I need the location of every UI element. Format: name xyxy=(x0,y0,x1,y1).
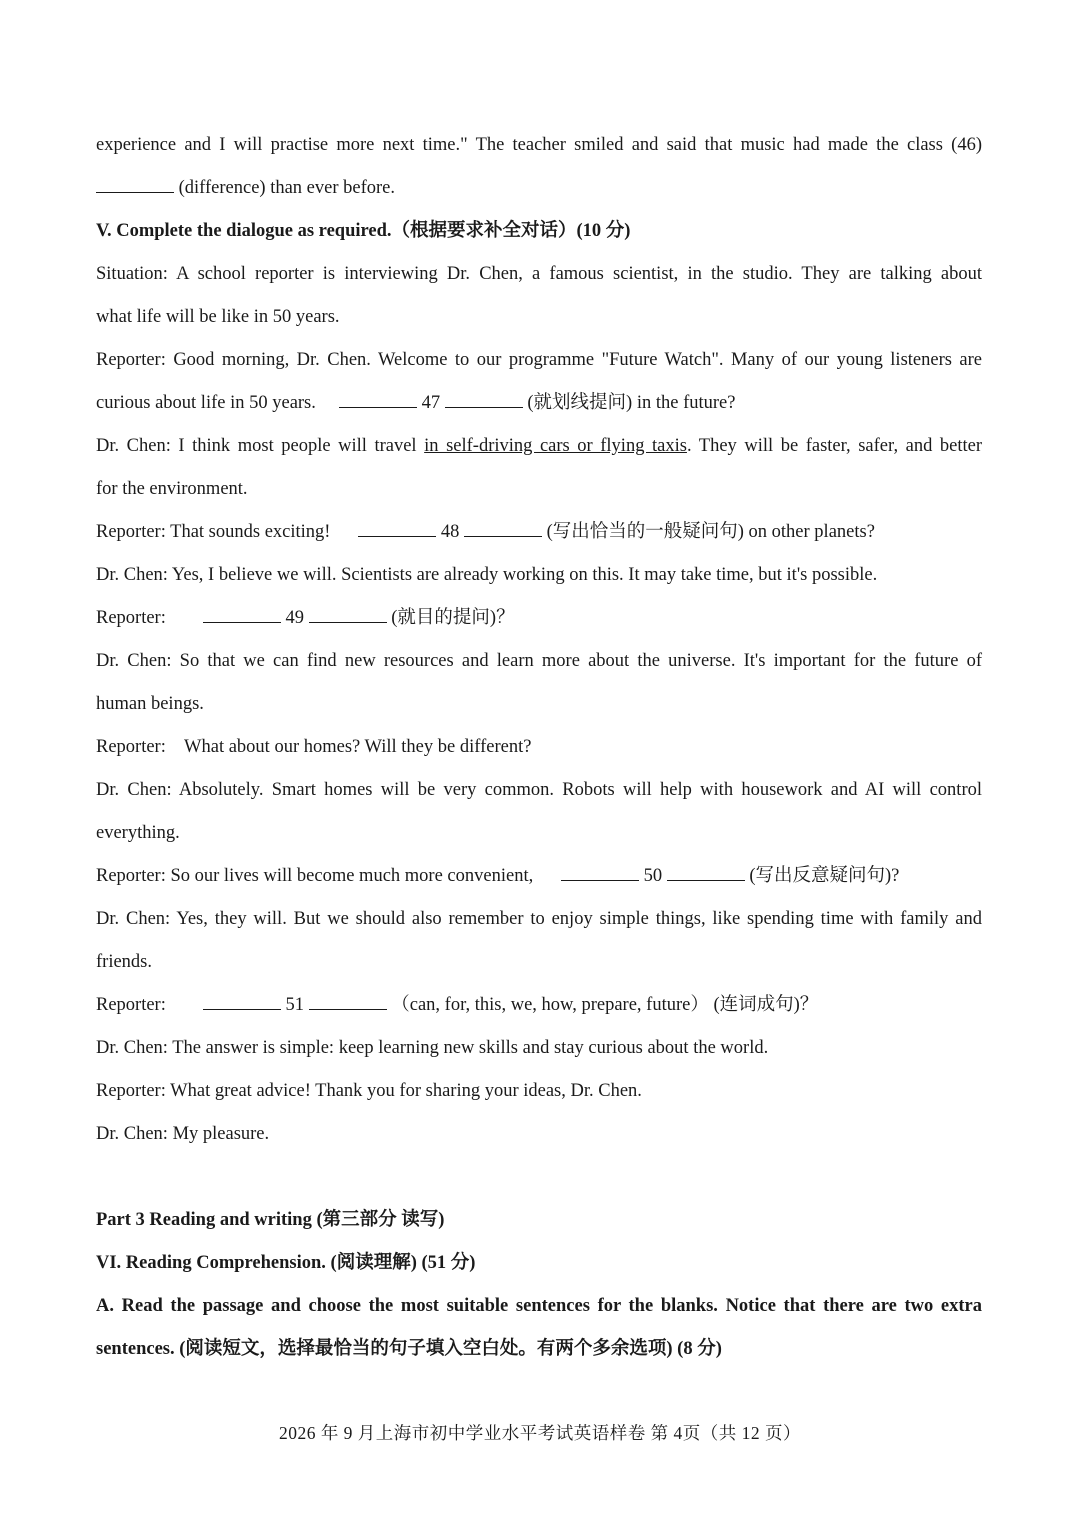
exam-page-body xyxy=(96,124,982,1371)
part-heading-3: Part 3 Reading and writing (第三部分 读写) xyxy=(96,1210,445,1230)
dialogue-text: Dr. Chen: I think most people will travel xyxy=(96,436,425,456)
answer-blank-46[interactable] xyxy=(96,174,174,193)
dialogue-line-chen: Dr. Chen: The answer is simple: keep learning new skills and stay curious about the world. xyxy=(96,1038,769,1058)
question-number-49: 49 xyxy=(285,608,304,628)
situation-line: what life will be like in 50 years. xyxy=(96,307,340,327)
dialogue-text: Reporter: xyxy=(96,608,166,628)
answer-blank-47a[interactable] xyxy=(339,389,417,408)
answer-blank-50a[interactable] xyxy=(561,862,639,881)
question-number-51: 51 xyxy=(285,995,304,1015)
section-heading-vi: VI. Reading Comprehension. (阅读理解) (51 分) xyxy=(96,1253,476,1273)
dialogue-text: Reporter: So our lives will become much more convenient, xyxy=(96,866,534,886)
dialogue-text: Reporter: xyxy=(96,995,166,1015)
passage-line-blank-46 xyxy=(96,167,982,210)
dialogue-line-question-48 xyxy=(96,511,982,554)
dialogue-line-chen: for the environment. xyxy=(96,479,248,499)
answer-blank-48a[interactable] xyxy=(358,518,436,537)
section-heading-v: V. Complete the dialogue as required.（根据要求补全对话）(10 分) xyxy=(96,221,631,241)
dialogue-line-reporter: Reporter: What about our homes? Will they be different? xyxy=(96,737,532,757)
dialogue-line-question-47 xyxy=(96,382,982,425)
dialogue-line-chen: Dr. Chen: Yes, I believe we will. Scientists are already working on this. It may take time, but it's possible. xyxy=(96,565,878,585)
situation-line: Situation: A school reporter is interviewing Dr. Chen, a famous scientist, in the studio. They are talking about xyxy=(96,264,982,284)
dialogue-line-chen: human beings. xyxy=(96,694,204,714)
answer-blank-49a[interactable] xyxy=(203,604,281,623)
answer-blank-51b[interactable] xyxy=(309,991,387,1010)
part-a-instructions: A. Read the passage and choose the most suitable sentences for the blanks. Notice that there are two extra xyxy=(96,1296,982,1316)
dialogue-line-reporter: Reporter: Good morning, Dr. Chen. Welcome to our programme "Future Watch". Many of our young listeners are xyxy=(96,350,982,370)
question-hint-50: (写出反意疑问句)? xyxy=(749,866,900,886)
part-a-instructions: sentences. (阅读短文，选择最恰当的句子填入空白处。有两个多余选项) (8 分) xyxy=(96,1339,722,1359)
dialogue-line-chen: everything. xyxy=(96,823,180,843)
page-footer: 2026 年 9 月上海市初中学业水平考试英语样卷 第 4页（共 12 页） xyxy=(278,1423,802,1443)
question-hint-47: (就划线提问) in the future? xyxy=(527,393,736,413)
dialogue-line-chen: friends. xyxy=(96,952,152,972)
question-hint-49: (就目的提问)？ xyxy=(391,608,515,628)
dialogue-line-chen: Dr. Chen: Absolutely. Smart homes will be very common. Robots will help with housework and AI will control xyxy=(96,780,982,800)
question-number-47: 47 xyxy=(421,393,441,413)
dialogue-line-question-50 xyxy=(96,855,982,898)
dialogue-text: curious about life in 50 years. xyxy=(96,393,316,413)
dialogue-text: . They will be faster, safer, and better xyxy=(686,436,982,456)
answer-blank-48b[interactable] xyxy=(464,518,542,537)
dialogue-line-chen: Dr. Chen: So that we can find new resources and learn more about the universe. It's important for the future of xyxy=(96,651,982,671)
dialogue-line-chen: Dr. Chen: My pleasure. xyxy=(96,1124,270,1144)
question-hint-48: (写出恰当的一般疑问句) on other planets? xyxy=(546,522,875,542)
underlined-phrase: in self-driving cars or flying taxis xyxy=(424,436,687,456)
blank-hint: (difference) than ever before. xyxy=(178,178,396,198)
dialogue-line-reporter: Reporter: What great advice! Thank you for sharing your ideas, Dr. Chen. xyxy=(96,1081,642,1101)
dialogue-line-question-51 xyxy=(96,984,982,1027)
question-number-50: 50 xyxy=(643,866,663,886)
passage-line: experience and I will practise more next time." The teacher smiled and said that music had made the class (46) xyxy=(96,135,982,155)
answer-blank-49b[interactable] xyxy=(309,604,387,623)
answer-blank-47b[interactable] xyxy=(445,389,523,408)
dialogue-text: Reporter: That sounds exciting! xyxy=(96,522,331,542)
dialogue-line-question-49 xyxy=(96,597,982,640)
question-hint-51: （can, for, this, we, how, prepare, future） (连词成句)？ xyxy=(391,995,819,1015)
dialogue-line-chen xyxy=(96,425,982,468)
answer-blank-50b[interactable] xyxy=(667,862,745,881)
dialogue-line-chen: Dr. Chen: Yes, they will. But we should also remember to enjoy simple things, like spending time with family and xyxy=(96,909,982,929)
answer-blank-51a[interactable] xyxy=(203,991,281,1010)
question-number-48: 48 xyxy=(440,522,460,542)
